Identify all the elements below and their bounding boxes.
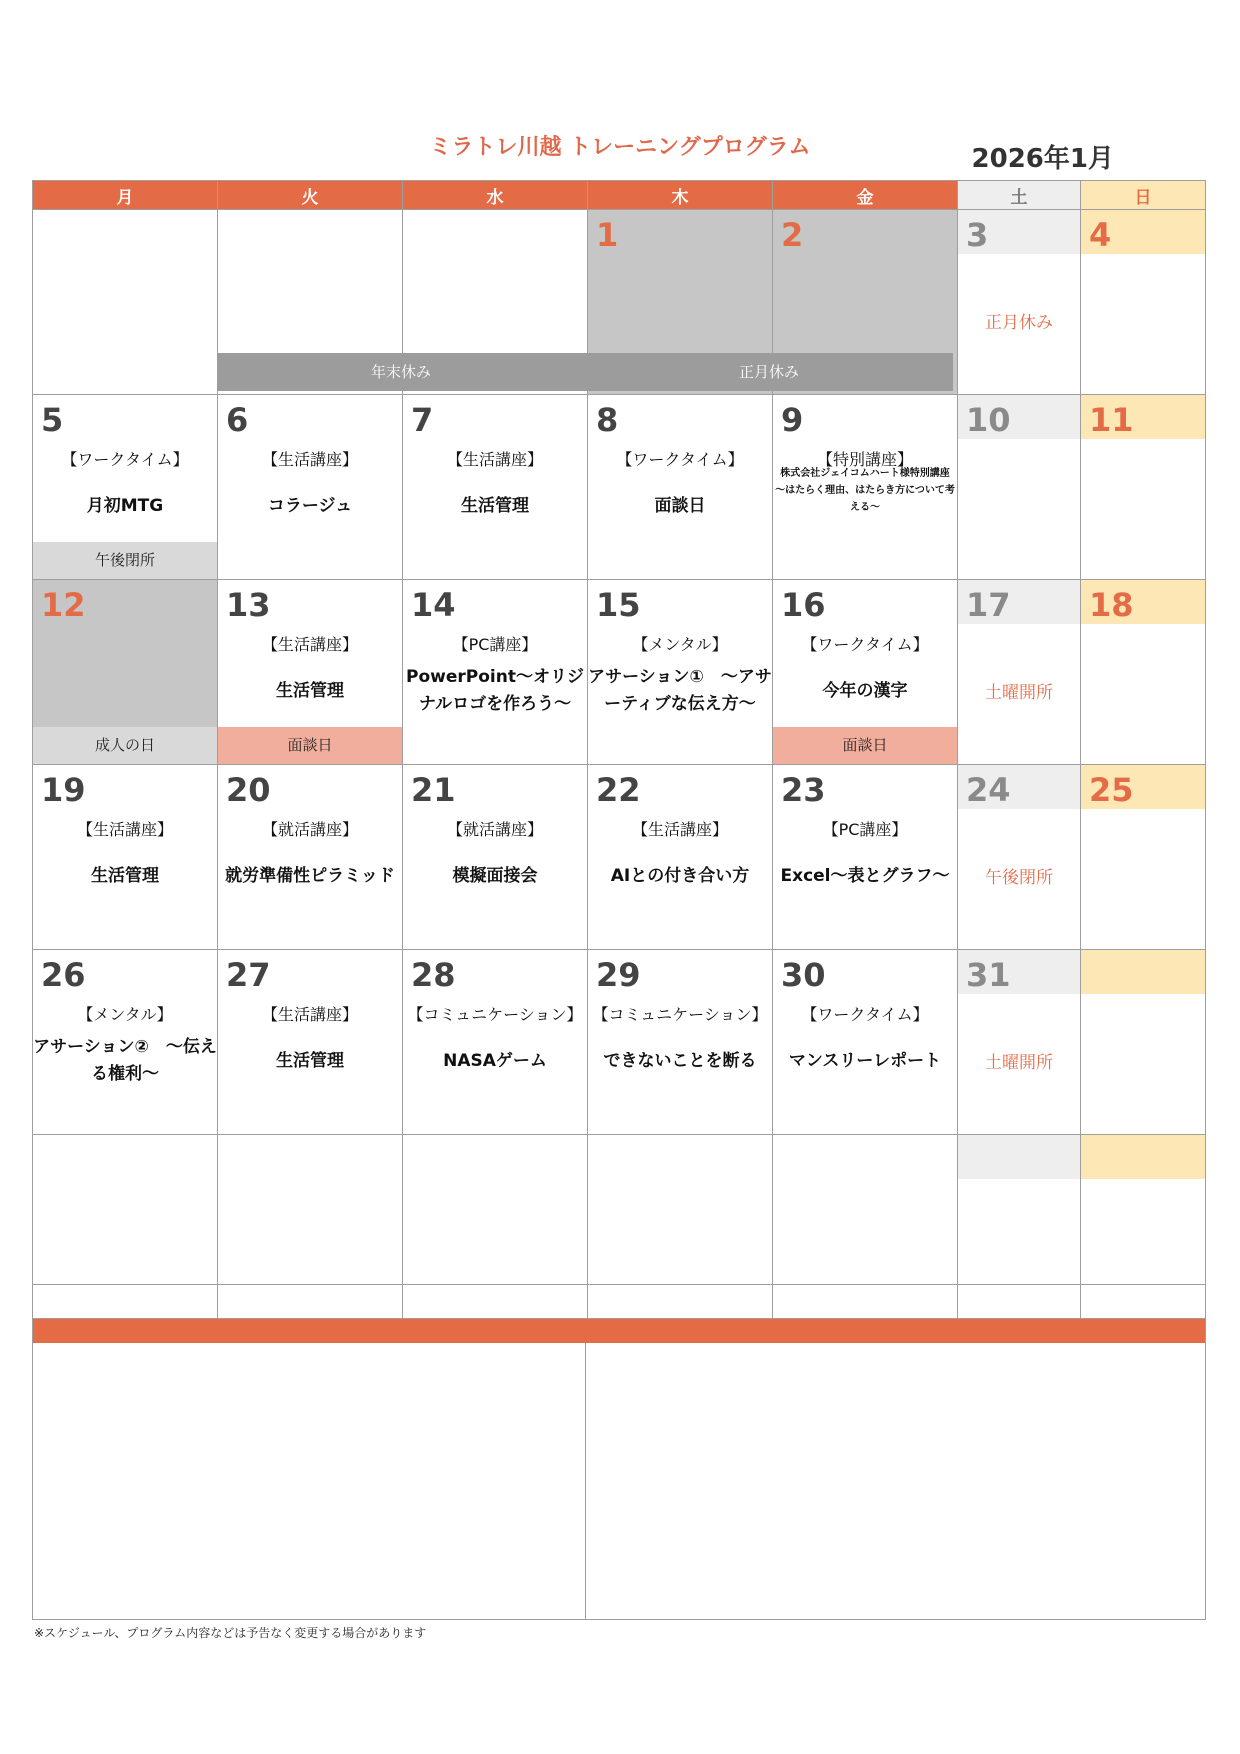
day-cell (773, 580, 958, 765)
day-number: 24 (958, 765, 1080, 809)
program-title: 今年の漢字 (822, 681, 908, 701)
calendar-grid (32, 180, 1206, 1320)
day-number: 20 (226, 771, 271, 809)
program-title: コラージュ (267, 496, 353, 516)
day-number (1081, 1135, 1205, 1179)
day-number: 2 (781, 216, 804, 254)
weekday-sun: 日 (1081, 181, 1206, 210)
program-category: 【生活講座】 (76, 820, 173, 839)
day-cell (958, 580, 1081, 765)
day-number: 18 (1081, 580, 1205, 624)
day-cell (588, 395, 773, 580)
day-cell (33, 395, 218, 580)
week-row (33, 765, 1206, 950)
program-title: アサーション② ～伝える権利～ (33, 1037, 217, 1084)
program-category: 【ワークタイム】 (61, 450, 189, 469)
program-category: 【生活講座】 (261, 635, 358, 654)
notes-right-header (585, 1319, 1205, 1343)
program-title: 面談日 (654, 496, 706, 516)
status-note: 土曜開所 (985, 1053, 1053, 1073)
day-band: 面談日 (773, 727, 957, 764)
program-title: アサーション① ～アサーティブな伝え方～ (588, 667, 772, 714)
weekday-tue: 火 (218, 181, 403, 210)
day-number: 16 (781, 586, 826, 624)
day-cell (403, 580, 588, 765)
day-number: 11 (1081, 395, 1205, 439)
spacer-row (32, 1284, 1206, 1318)
program-title: 模擬面接会 (452, 866, 538, 886)
program-title: 株式会社ジェイコムハート様特別講座 ～はたらく理由、はたらき方について考える～ (775, 468, 955, 513)
day-number: 23 (781, 771, 826, 809)
day-band: 成人の日 (33, 727, 217, 764)
program-title: 生活管理 (276, 681, 344, 701)
weekday-mon: 月 (33, 181, 218, 210)
weekday-wed: 水 (403, 181, 588, 210)
day-cell (1081, 580, 1206, 765)
day-number: 14 (411, 586, 456, 624)
program-category: 【メンタル】 (77, 1005, 173, 1024)
day-number: 22 (596, 771, 641, 809)
program-category: 【生活講座】 (261, 450, 358, 469)
day-number: 15 (596, 586, 641, 624)
day-number: 25 (1081, 765, 1205, 809)
program-title: PowerPoint～オリジナルロゴを作ろう～ (406, 667, 584, 714)
day-number: 9 (781, 401, 804, 439)
year-end-holiday-band: 年末休み (217, 353, 585, 391)
program-title: 月初MTG (86, 496, 164, 516)
program-title: 生活管理 (91, 866, 159, 886)
program-category: 【コミュニケーション】 (407, 1005, 583, 1024)
day-number: 8 (596, 401, 619, 439)
new-year-holiday-band: 正月休み (585, 353, 953, 391)
day-cell (33, 210, 218, 395)
day-number: 13 (226, 586, 271, 624)
program-title: 就労準備性ピラミッド (225, 866, 395, 886)
day-number: 21 (411, 771, 456, 809)
day-cell (588, 765, 773, 950)
day-cell (958, 395, 1081, 580)
day-cell (218, 395, 403, 580)
weekday-header-row (33, 181, 1206, 210)
day-cell (33, 950, 218, 1135)
day-cell (958, 210, 1081, 395)
day-number: 5 (41, 401, 64, 439)
program-title: できないことを断る (603, 1051, 757, 1071)
program-category: 【就活講座】 (446, 820, 543, 839)
day-cell (218, 580, 403, 765)
weekday-fri: 金 (773, 181, 958, 210)
notes-left-panel (33, 1319, 586, 1619)
day-cell (403, 395, 588, 580)
program-category: 【特別講座】 (816, 450, 913, 469)
day-cell (588, 580, 773, 765)
page-title: ミラトレ川越 トレーニングプログラム (429, 135, 811, 160)
day-cell (33, 765, 218, 950)
week-row (33, 395, 1206, 580)
footnote: ※スケジュール、プログラム内容などは予告なく変更する場合があります (34, 1626, 427, 1640)
day-number: 17 (958, 580, 1080, 624)
day-number: 3 (958, 210, 1080, 254)
day-cell (403, 950, 588, 1135)
program-title: AIとの付き合い方 (610, 866, 750, 886)
day-cell (958, 765, 1081, 950)
status-note: 正月休み (985, 313, 1053, 333)
day-cell (773, 765, 958, 950)
program-category: 【コミュニケーション】 (592, 1005, 768, 1024)
program-category: 【PC講座】 (452, 635, 538, 654)
weekday-thu: 木 (588, 181, 773, 210)
day-number: 27 (226, 956, 271, 994)
day-number (1081, 950, 1205, 994)
program-category: 【生活講座】 (261, 1005, 358, 1024)
day-cell (1081, 765, 1206, 950)
status-note: 午後閉所 (985, 868, 1053, 888)
program-category: 【メンタル】 (632, 635, 728, 654)
day-cell (403, 765, 588, 950)
program-category: 【ワークタイム】 (801, 635, 929, 654)
program-category: 【生活講座】 (446, 450, 543, 469)
program-title: マンスリーレポート (788, 1051, 942, 1071)
day-number: 19 (41, 771, 86, 809)
program-title: NASAゲーム (443, 1051, 547, 1071)
day-cell (1081, 950, 1206, 1135)
day-cell (218, 950, 403, 1135)
day-number: 31 (958, 950, 1080, 994)
program-title: 生活管理 (276, 1051, 344, 1071)
day-cell (218, 765, 403, 950)
day-cell (958, 950, 1081, 1135)
notes-right-panel (585, 1319, 1205, 1619)
day-cell (773, 395, 958, 580)
notes-area (32, 1318, 1206, 1620)
day-cell (1081, 395, 1206, 580)
day-cell (588, 950, 773, 1135)
notes-left-header (33, 1319, 585, 1343)
month-label: 2026年1月 (971, 144, 1114, 174)
program-category: 【就活講座】 (261, 820, 358, 839)
program-category: 【生活講座】 (631, 820, 728, 839)
day-cell (33, 580, 218, 765)
program-category: 【ワークタイム】 (801, 1005, 929, 1024)
day-number: 30 (781, 956, 826, 994)
program-category: 【ワークタイム】 (616, 450, 744, 469)
day-number: 12 (41, 586, 86, 624)
week-row (33, 580, 1206, 765)
weekday-sat: 土 (958, 181, 1081, 210)
week-row (33, 950, 1206, 1135)
day-number: 26 (41, 956, 86, 994)
day-number: 29 (596, 956, 641, 994)
status-note: 土曜開所 (985, 683, 1053, 703)
program-title: 生活管理 (461, 496, 529, 516)
day-cell (1081, 210, 1206, 395)
day-number: 6 (226, 401, 249, 439)
day-number: 10 (958, 395, 1080, 439)
day-number: 4 (1081, 210, 1205, 254)
day-cell (773, 950, 958, 1135)
program-category: 【PC講座】 (822, 820, 908, 839)
day-band: 午後閉所 (33, 542, 217, 579)
day-number: 7 (411, 401, 434, 439)
day-number: 1 (596, 216, 619, 254)
day-number (958, 1135, 1080, 1179)
day-band: 面談日 (218, 727, 402, 764)
day-number: 28 (411, 956, 456, 994)
program-title: Excel～表とグラフ～ (780, 866, 950, 886)
